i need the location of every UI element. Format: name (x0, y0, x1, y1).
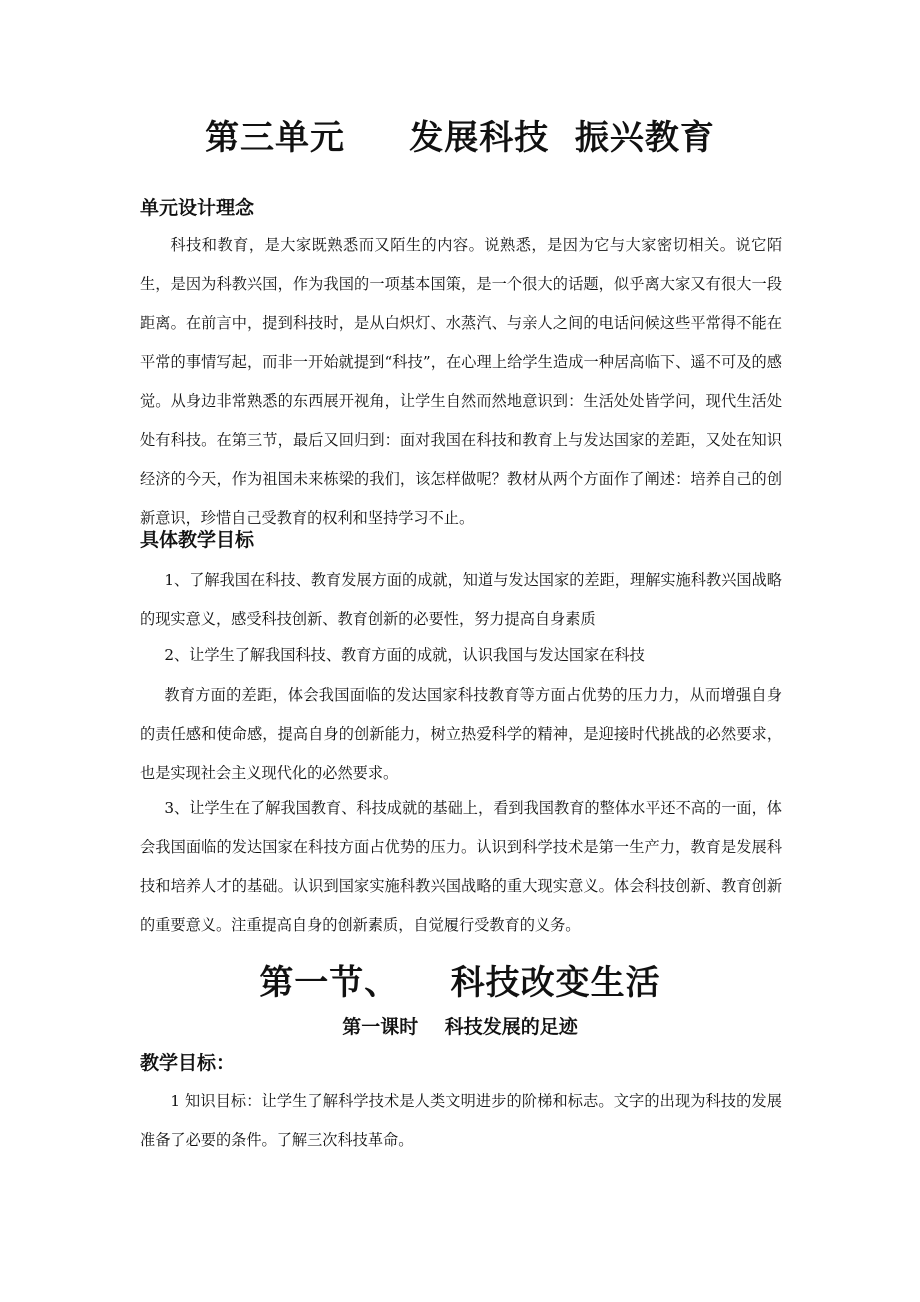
teaching-goals-heading: 具体教学目标 (140, 529, 255, 551)
objectives-heading: 教学目标： (140, 1052, 236, 1074)
unit-title: 第三单元 发展科技 振兴教育 (205, 118, 715, 158)
design-concept-heading: 单元设计理念 (140, 197, 255, 219)
objective-1-paragraph: 1 知识目标：让学生了解科学技术是人类文明进步的阶梯和标志。文字的出现为科技的发展准备了必要的条件。了解三次科技革命。 (140, 1092, 782, 1149)
goal-1-paragraph: 1、了解我国在科技、教育发展方面的成就，知道与发达国家的差距，理解实施科教兴国战略的现实意义，感受科技创新、教育创新的必要性，努力提高自身素质 (140, 571, 782, 628)
goal-2-paragraph: 教育方面的差距，体会我国面临的发达国家科技教育等方面占优势的压力力，从而增强自身的责任感和使命感，提高自身的创新能力，树立热爱科学的精神，是迎接时代挑战的必然要求，也是实现社会主义现代化的必然要求。 (140, 686, 782, 782)
section-title: 第一节、 科技改变生活 (259, 963, 661, 1003)
lesson-title: 第一课时 科技发展的足迹 (342, 1016, 578, 1038)
goal-3-paragraph: 3、让学生在了解我国教育、科技成就的基础上，看到我国教育的整体水平还不高的一面，体会我国面临的发达国家在科技方面占优势的压力。认识到科学技术是第一生产力，教育是发展科技和培养人才的基础。认识到国家实施科教兴国战略的重大现实意义。体会科技创新、教育创新的重要意义。注重提高自身的创新素质，自觉履行受教育的义务。 (140, 799, 782, 934)
design-concept-paragraph: 科技和教育，是大家既熟悉而又陌生的内容。说熟悉，是因为它与大家密切相关。说它陌生，是因为科教兴国，作为我国的一项基本国策，是一个很大的话题，似乎离大家又有很大一段距离。在前言中，提到科技时，是从白炽灯、水蒸汽、与亲人之间的电话问候这些平常得不能在平常的事情写起，而非一开始就提到“科技”，在心理上给学生造成一种居高临下、遥不可及的感觉。从身边非常熟悉的东西展开视角，让学生自然而然地意识到：生活处处皆学问，现代生活处处有科技。在第三节，最后又回归到：面对我国在科技和教育上与发达国家的差距，又处在知识经济的今天，作为祖国未来栋梁的我们，该怎样做呢？教材从两个方面作了阐述：培养自己的创新意识，珍惜自己受教育的权利和坚持学习不止。 (140, 236, 782, 527)
goal-2-first-line: 2、让学生了解我国科技、教育方面的成就，认识我国与发达国家在科技 (164, 646, 645, 664)
